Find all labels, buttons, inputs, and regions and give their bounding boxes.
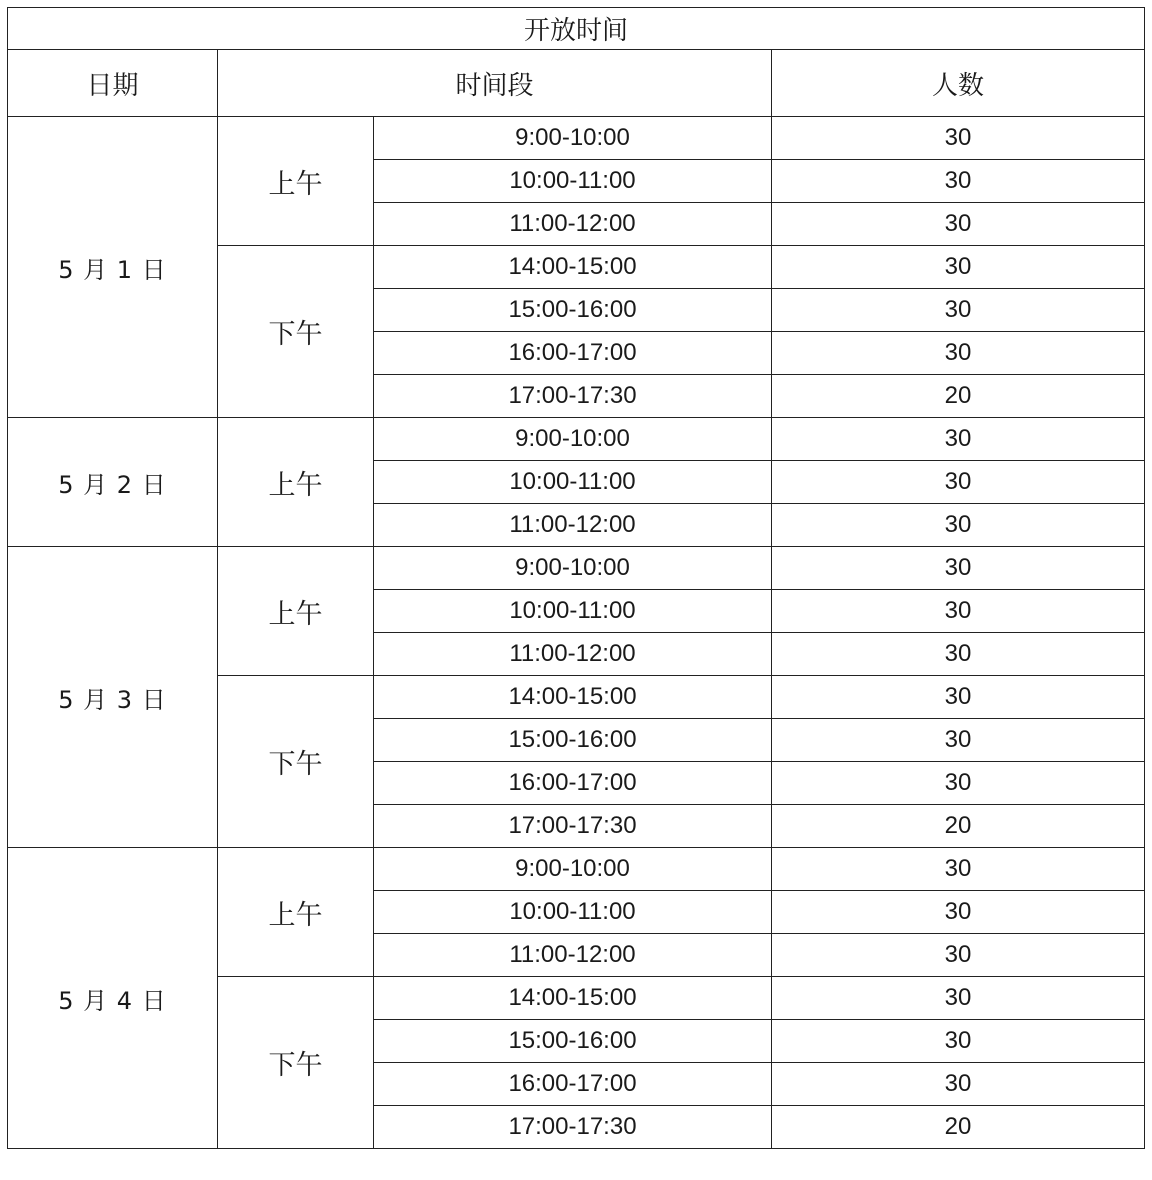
count-cell: 30 <box>772 1063 1145 1106</box>
opening-hours-table <box>7 7 1145 1149</box>
time-slot-cell: 14:00-15:00 <box>374 246 772 289</box>
count-cell: 30 <box>772 289 1145 332</box>
time-slot-cell: 17:00-17:30 <box>374 375 772 418</box>
count-cell: 30 <box>772 633 1145 676</box>
time-slot-cell: 16:00-17:00 <box>374 1063 772 1106</box>
table-title: 开放时间 <box>8 8 1145 50</box>
count-cell: 30 <box>772 762 1145 805</box>
count-cell: 30 <box>772 117 1145 160</box>
time-slot-cell: 10:00-11:00 <box>374 461 772 504</box>
period-cell: 下午 <box>218 246 374 418</box>
time-slot-cell: 17:00-17:30 <box>374 805 772 848</box>
count-cell: 30 <box>772 160 1145 203</box>
time-slot-cell: 9:00-10:00 <box>374 848 772 891</box>
count-cell: 30 <box>772 977 1145 1020</box>
date-cell: 5 月 1 日 <box>8 117 218 418</box>
count-cell: 30 <box>772 547 1145 590</box>
table-row <box>8 848 1145 891</box>
time-slot-cell: 10:00-11:00 <box>374 891 772 934</box>
time-slot-cell: 14:00-15:00 <box>374 676 772 719</box>
period-cell: 下午 <box>218 676 374 848</box>
count-cell: 30 <box>772 590 1145 633</box>
date-cell: 5 月 4 日 <box>8 848 218 1149</box>
date-cell: 5 月 3 日 <box>8 547 218 848</box>
header-time-slot: 时间段 <box>218 50 772 117</box>
time-slot-cell: 11:00-12:00 <box>374 633 772 676</box>
count-cell: 30 <box>772 332 1145 375</box>
count-cell: 20 <box>772 1106 1145 1149</box>
schedule-body <box>8 117 1145 1149</box>
time-slot-cell: 16:00-17:00 <box>374 332 772 375</box>
period-cell: 上午 <box>218 547 374 676</box>
time-slot-cell: 16:00-17:00 <box>374 762 772 805</box>
count-cell: 30 <box>772 1020 1145 1063</box>
date-cell: 5 月 2 日 <box>8 418 218 547</box>
period-cell: 上午 <box>218 848 374 977</box>
header-date: 日期 <box>8 50 218 117</box>
time-slot-cell: 17:00-17:30 <box>374 1106 772 1149</box>
table-title-row <box>8 8 1145 50</box>
time-slot-cell: 15:00-16:00 <box>374 289 772 332</box>
table-header-row <box>8 50 1145 117</box>
time-slot-cell: 10:00-11:00 <box>374 160 772 203</box>
count-cell: 30 <box>772 848 1145 891</box>
count-cell: 30 <box>772 203 1145 246</box>
time-slot-cell: 9:00-10:00 <box>374 547 772 590</box>
count-cell: 30 <box>772 461 1145 504</box>
time-slot-cell: 11:00-12:00 <box>374 934 772 977</box>
count-cell: 30 <box>772 934 1145 977</box>
time-slot-cell: 15:00-16:00 <box>374 1020 772 1063</box>
count-cell: 30 <box>772 418 1145 461</box>
count-cell: 30 <box>772 504 1145 547</box>
count-cell: 20 <box>772 805 1145 848</box>
table-row <box>8 547 1145 590</box>
table-row <box>8 117 1145 160</box>
period-cell: 上午 <box>218 418 374 547</box>
table-row <box>8 418 1145 461</box>
time-slot-cell: 11:00-12:00 <box>374 203 772 246</box>
period-cell: 上午 <box>218 117 374 246</box>
count-cell: 20 <box>772 375 1145 418</box>
time-slot-cell: 9:00-10:00 <box>374 117 772 160</box>
period-cell: 下午 <box>218 977 374 1149</box>
count-cell: 30 <box>772 676 1145 719</box>
count-cell: 30 <box>772 891 1145 934</box>
time-slot-cell: 11:00-12:00 <box>374 504 772 547</box>
time-slot-cell: 14:00-15:00 <box>374 977 772 1020</box>
time-slot-cell: 9:00-10:00 <box>374 418 772 461</box>
count-cell: 30 <box>772 246 1145 289</box>
header-count: 人数 <box>772 50 1145 117</box>
time-slot-cell: 10:00-11:00 <box>374 590 772 633</box>
time-slot-cell: 15:00-16:00 <box>374 719 772 762</box>
count-cell: 30 <box>772 719 1145 762</box>
